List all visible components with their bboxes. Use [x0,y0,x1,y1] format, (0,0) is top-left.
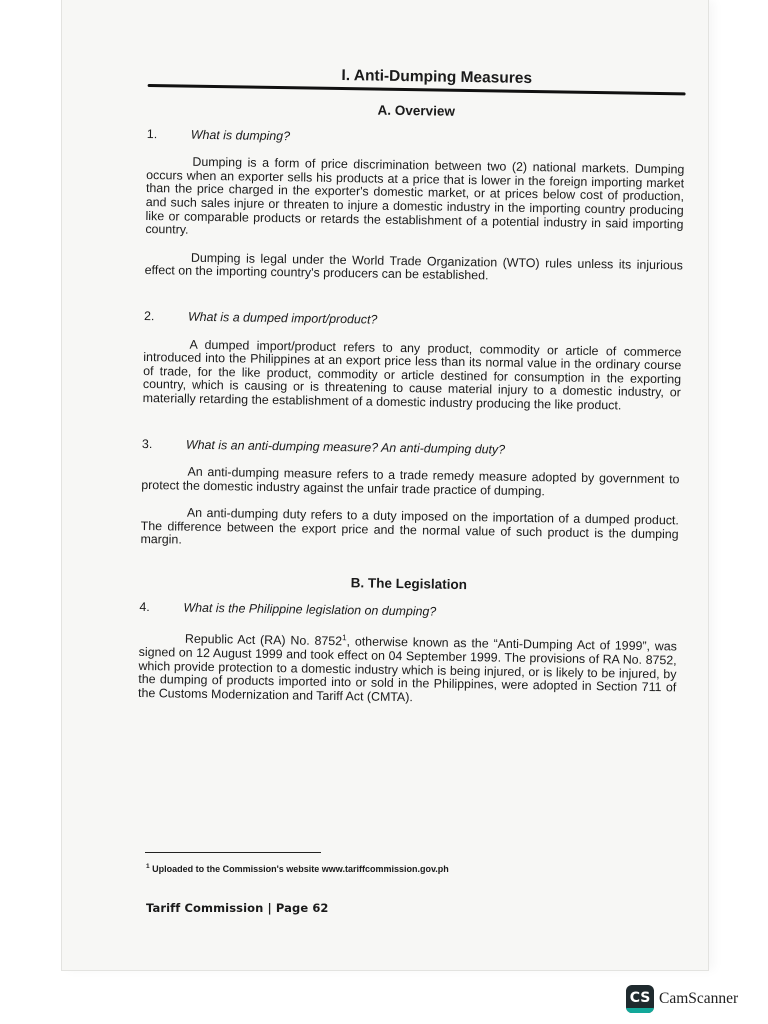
camscanner-watermark [626,985,738,1013]
question-text: What is an anti-dumping measure? An anti-dumping duty? [185,437,506,457]
paragraph: An anti-dumping duty refers to a duty imposed on the importation of a dumped product. The difference between the export price and the normal value of such product is the dumping margin. [140,505,679,548]
question-text: What is the Philippine legislation on dumping? [183,600,437,619]
camscanner-name: CamScanner [659,990,739,1007]
question-text: What is dumping? [190,127,291,143]
question-text: What is a dumped import/product? [187,309,378,327]
question-number: 2. [143,308,155,324]
footnote-marker: 1 [146,863,150,870]
section-title-overview: A. Overview [377,102,456,119]
question-number: 4. [139,599,150,614]
footnote-text: Uploaded to the Commission's website www.tariffcommission.gov.ph [149,864,449,874]
footnote [146,863,449,874]
paragraph-text: , otherwise known as the “Anti-Dumping Act of 1999”, was signed on 12 August 1999 and took effect on 04 September 1999. The provisions of RA No. 8752, which provide protection to a domestic industry which is being injured, or is likely to be injured, by the dumping of products imported into or sold in the Philippines, were adopted in Section 711 of the Customs Modernization and Tariff Act (CMTA). [137,634,677,704]
paragraph [138,628,677,709]
question-number: 1. [146,126,158,141]
question-4 [139,601,677,623]
camscanner-logo-text: CS [629,990,651,1006]
footnote-divider [145,852,321,853]
paragraph: An anti-dumping measure refers to a trade remedy measure adopted by government to protect the domestic industry against the unfair trade practice of dumping. [141,464,680,498]
paragraph: A dumped import/product refers to any product, commodity or article of commerce introduced into the Philippines at an export price less than its normal value in the ordinary course of trade, for the like product, commodity or article destined for consumption in the exporting country, which is causing or is threatening to cause material injury to a domestic industry, or materially retarding the establishment of a domestic industry producing the like product. [142,337,682,413]
camscanner-logo-icon [626,985,654,1013]
paragraph-text: Republic Act (RA) No. 8752 [184,632,343,649]
footnote-reference: 1 [342,633,347,643]
document-title: I. Anti-Dumping Measures [341,67,533,88]
section-title-legislation: B. The Legislation [350,575,468,593]
question-1 [147,128,685,150]
paragraph: Dumping is a form of price discrimination between two (2) national markets. Dumping occurs when an exporter sells his products at a price that is lower in the foreign importing market than the price charged in the exporter's domestic market, or at prices below cost of production, and such sales injure or threaten to injure a domestic industry in the importing country producing like or comparable products or retards the establishment of a potential industry in said importing country. [145,154,685,237]
paragraph: Dumping is legal under the World Trade Organization (WTO) rules unless its injurious effect on the importing country's producers can be established. [144,250,683,283]
page-footer: Tariff Commission | Page 62 [146,901,329,915]
document-body [138,62,686,723]
question-number: 3. [141,436,153,451]
